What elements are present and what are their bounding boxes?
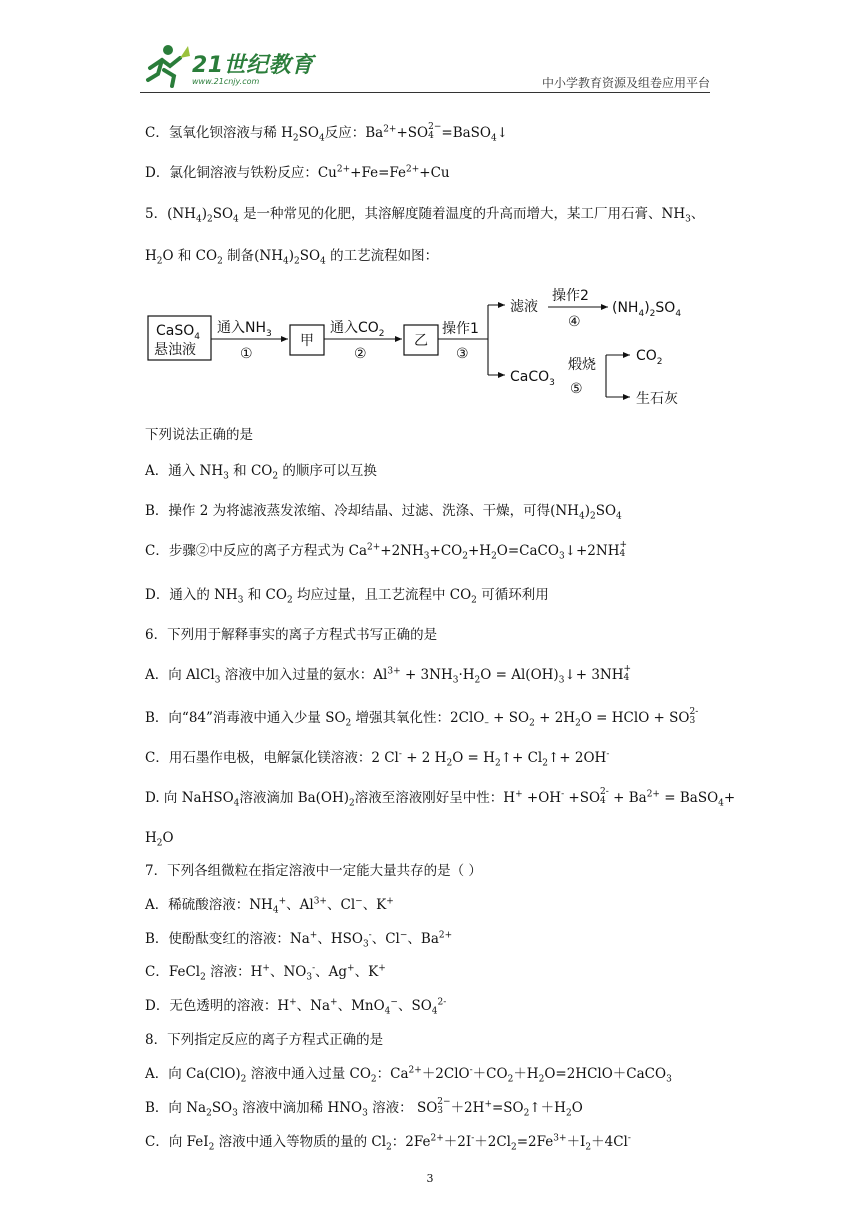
q8-option-c: C．向 FeI$_2$ 溶液中通入等物质的量的 $Cl_2$：$2Fe^{2+}+2I^-+2Cl_2=2Fe^{3+}+I_2+4Cl^-$: [145, 1133, 631, 1153]
page-header: [0, 0, 860, 100]
q6-option-d-cont: $H_2O$: [145, 830, 174, 849]
q5-option-d: D．通入的 $NH_3$ 和 $CO_2$ 均应过量，且工艺流程中 $CO_2$ 可循环利用: [145, 587, 549, 606]
q8-option-b: B．向 $Na_2SO_3$ 溶液中滴加稀 $HNO_3$ 溶液： SO 2− 3 $+2H^+=SO_2↑+H_2O$: [145, 1096, 583, 1119]
q8-option-a: A．向 $Ca(ClO)_2$ 溶液中通入过量 $CO_2$：$Ca^{2+}+2ClO^-+CO_2+H_2O=2HClO+CaCO_3$: [145, 1065, 672, 1085]
q6-option-a: A．向 AlCl$_3$ 溶液中加入过量的氨水：$Al^{3+} + 3NH_3\cdot H_2O$ = $Al(OH)_3↓+ 3NH$ + 4: [145, 663, 632, 686]
flow-step2-num: ②: [354, 346, 367, 362]
q4-option-c: C．氢氧化钡溶液与稀 $H_2SO_4$反应：$Ba^{2+}+SO$ 2− 4 =BaSO$_4$↓: [145, 121, 509, 144]
flow-jia: 甲: [300, 333, 314, 349]
flow-step5-label: 煅烧: [568, 357, 596, 373]
flow-caco3: CaCO$_3$: [510, 369, 555, 388]
q7-option-b: B．使酚酞变红的溶液：Na+、$HSO_3^-$、Cl−、$Ba^{2+}$: [145, 930, 453, 950]
q7-stem: 7．下列各组微粒在指定溶液中一定能大量共存的是（ ）: [145, 863, 482, 879]
q7-option-d: D．无色透明的溶液：H+、Na+、MnO$_4$−、$SO_4^{2-}$: [145, 997, 447, 1017]
q5-option-c: C．步骤②中反应的离子方程式为 $Ca^{2+}+2NH_3+CO_2+H_2O=CaCO_3↓+2NH$ + 4: [145, 539, 628, 562]
process-flow-diagram: [140, 285, 700, 415]
q5-option-b: B．操作 2 为将滤液蒸发浓缩、冷却结晶、过滤、洗涤、干燥，可得$(NH_4)_2SO_4$: [145, 503, 622, 522]
flow-step1-num: ①: [240, 346, 253, 362]
flow-step1-label: 通入$NH_3$: [217, 320, 272, 339]
logo-url: www.21cnjy.com: [192, 77, 260, 86]
flow-step3-num: ③: [456, 346, 469, 362]
header-divider: [140, 92, 710, 93]
q5-stem-line2: $H_2O$ 和 $CO_2$ 制备$(NH_4)_2SO_4$ 的工艺流程如图：: [145, 248, 439, 267]
flow-step5-num: ⑤: [570, 381, 583, 397]
q6-stem: 6．下列用于解释事实的离子方程式书写正确的是: [145, 627, 438, 643]
flow-lime: 生石灰: [636, 391, 678, 407]
q7-option-a: A．稀硫酸溶液：$NH_4^+$、$Al^{3+}$、Cl−、K+: [145, 896, 394, 916]
q7-option-c: C．FeCl$_2$ 溶液：H+、$NO_3^-$、Ag+、K+: [145, 963, 386, 983]
flow-yi: 乙: [414, 333, 428, 349]
logo-text: 21世纪教育: [192, 53, 314, 78]
flow-co2: $CO_2$: [636, 348, 663, 367]
flow-start-line1: CaSO$_4$: [156, 323, 200, 342]
q6-option-b: B．向“84”消毒液中通入少量 $SO_2$ 增强其氧化性：$2ClO_- + SO_2 + 2H_2O$ = HClO + SO 2- 3: [145, 706, 699, 729]
q4-option-d: D．氯化铜溶液与铁粉反应：$Cu^{2+}+Fe=Fe^{2+}+Cu$: [145, 164, 450, 181]
flow-filtrate: 滤液: [510, 299, 538, 315]
q8-stem: 8．下列指定反应的离子方程式正确的是: [145, 1032, 384, 1048]
flow-step4-label: 操作2: [552, 288, 589, 304]
flow-product: $(NH_4)_2SO_4$: [612, 300, 682, 319]
flow-step2-label: 通入$CO_2$: [330, 320, 385, 339]
q5-stem-line1: 5．$(NH_4)_2SO_4$ 是一种常见的化肥，其溶解度随着温度的升高而增大，某工厂用石膏、$NH_3$、: [145, 206, 705, 225]
flow-step3-label: 操作1: [442, 321, 479, 337]
flow-step4-num: ④: [568, 314, 581, 330]
platform-name: 中小学教育资源及组卷应用平台: [541, 76, 710, 90]
q5-prompt: 下列说法正确的是: [145, 427, 253, 443]
q6-option-c: C．用石墨作电极，电解氯化镁溶液：2 Cl- + 2 $H_2O$ = $H_2↑+$ $Cl_2↑+ 2OH^-$: [145, 749, 610, 769]
q5-option-a: A．通入 $NH_3$ 和 $CO_2$ 的顺序可以互换: [145, 463, 377, 482]
flow-start-line2: 悬浊液: [154, 342, 196, 358]
q6-option-d: D. 向 NaHSO$_4$溶液滴加 $Ba(OH)_2$溶液至溶液刚好呈中性：H+ +OH- +SO 2- 4 + $Ba^{2+}$ = BaSO$_4$+: [145, 786, 736, 809]
page-number: 3: [426, 1172, 434, 1185]
